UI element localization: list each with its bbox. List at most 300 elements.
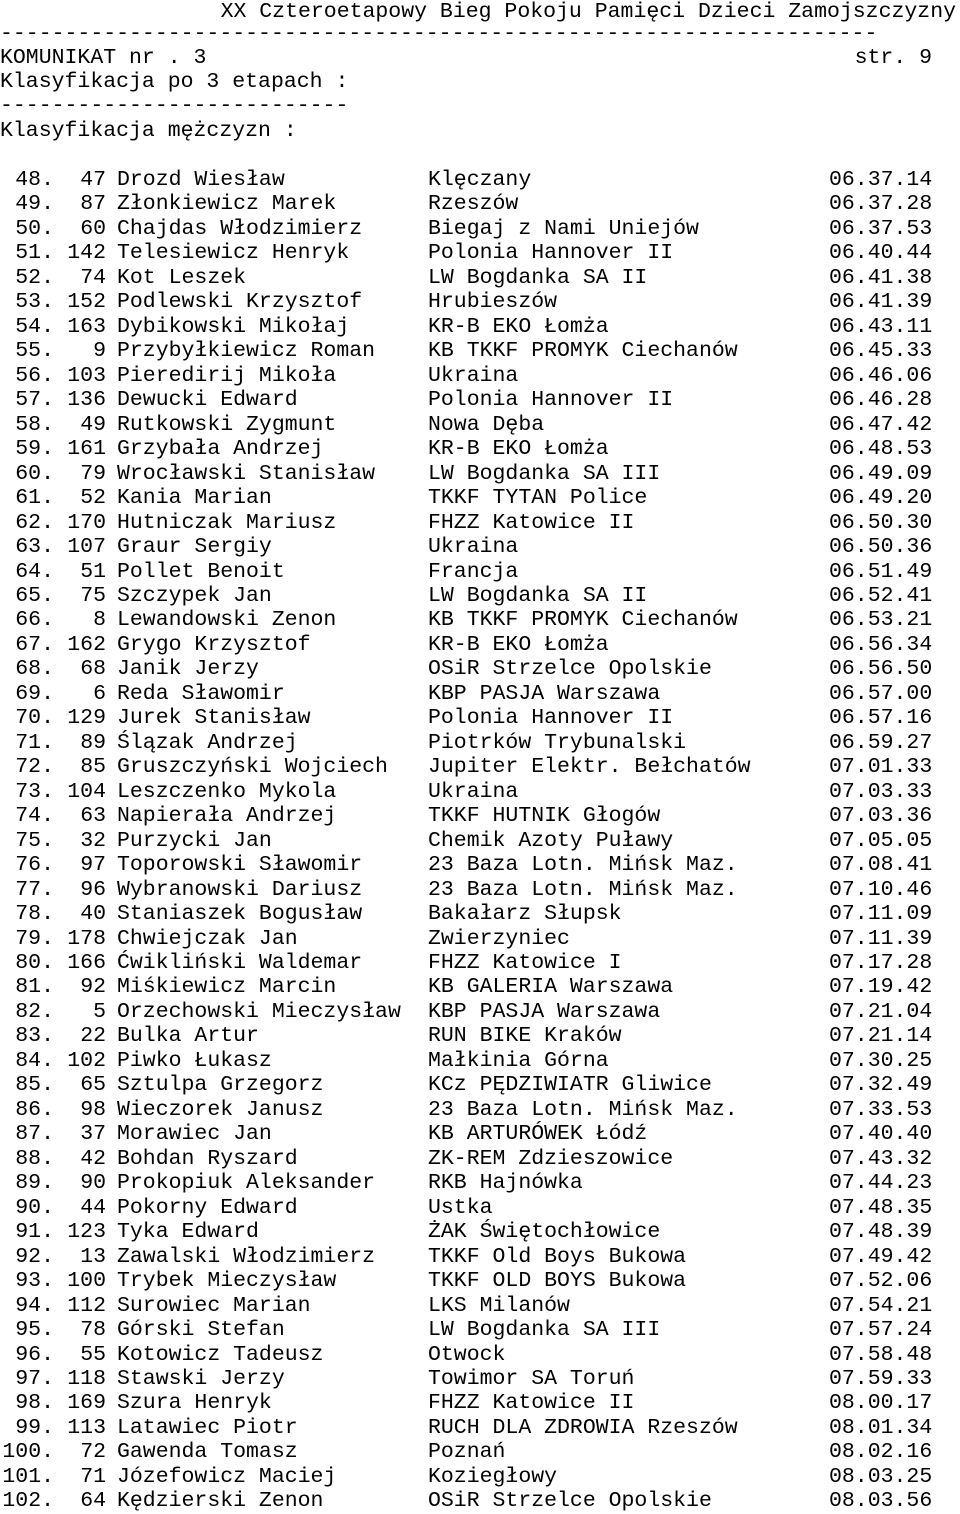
result-row <box>0 1024 960 1048</box>
result-row <box>0 780 960 804</box>
result-position: 71. <box>15 730 54 755</box>
result-club: KR-B EKO Łomża <box>428 314 609 339</box>
result-start-number: 97 <box>80 853 106 878</box>
result-runner-name: Chajdas Włodzimierz <box>117 216 363 241</box>
header-separator: -------------------------------------------------------------------- <box>0 22 878 46</box>
result-row <box>0 1367 960 1391</box>
result-position: 60. <box>15 461 54 486</box>
result-club: Bakałarz Słupsk <box>428 902 622 927</box>
result-club: Ustka <box>428 1195 493 1220</box>
result-row <box>0 902 960 926</box>
result-club: KR-B EKO Łomża <box>428 437 609 462</box>
result-row <box>0 511 960 535</box>
result-start-number: 163 <box>67 314 106 339</box>
result-row <box>0 1000 960 1024</box>
document-title: XX Czteroetapowy Bieg Pokoju Pamięci Dzieci Zamojszczyzny <box>220 0 956 24</box>
result-time: 06.46.28 <box>829 388 933 413</box>
komunikat-number: KOMUNIKAT nr . 3 <box>0 46 207 70</box>
result-runner-name: Sztulpa Grzegorz <box>117 1073 324 1098</box>
result-start-number: 107 <box>67 535 106 560</box>
result-time: 07.10.46 <box>829 877 933 902</box>
result-runner-name: Złonkiewicz Marek <box>117 192 337 217</box>
result-position: 65. <box>15 583 54 608</box>
result-row <box>0 633 960 657</box>
result-runner-name: Górski Stefan <box>117 1318 285 1343</box>
result-runner-name: Pieredirij Mikoła <box>117 363 337 388</box>
result-row <box>0 951 960 975</box>
result-runner-name: Gruszczyński Wojciech <box>117 755 388 780</box>
result-club: Hrubieszów <box>428 290 558 315</box>
result-row <box>0 657 960 681</box>
result-row <box>0 1049 960 1073</box>
result-position: 83. <box>15 1024 54 1049</box>
result-row <box>0 437 960 461</box>
result-runner-name: Orzechowski Mieczysław <box>117 999 401 1024</box>
result-row <box>0 315 960 339</box>
result-start-number: 89 <box>80 730 106 755</box>
result-runner-name: Rutkowski Zygmunt <box>117 412 337 437</box>
result-club: Towimor SA Toruń <box>428 1366 635 1391</box>
result-club: TKKF Old Boys Bukowa <box>428 1244 687 1269</box>
result-position: 95. <box>15 1318 54 1343</box>
result-club: Ukraina <box>428 535 519 560</box>
result-start-number: 47 <box>80 168 106 192</box>
result-row <box>0 878 960 902</box>
result-club: Biegaj z Nami Uniejów <box>428 216 699 241</box>
result-row <box>0 682 960 706</box>
result-start-number: 112 <box>67 1293 106 1318</box>
result-club: TKKF HUTNIK Głogów <box>428 804 661 829</box>
result-row <box>0 975 960 999</box>
result-club: Ukraina <box>428 779 519 804</box>
result-runner-name: Latawiec Piotr <box>117 1415 298 1440</box>
result-time: 06.52.41 <box>829 583 933 608</box>
result-row <box>0 168 960 192</box>
result-runner-name: Wrocławski Stanisław <box>117 461 376 486</box>
result-club: RUN BIKE Kraków <box>428 1024 622 1049</box>
result-runner-name: Morawiec Jan <box>117 1122 272 1147</box>
result-time: 07.49.42 <box>829 1244 933 1269</box>
result-position: 61. <box>15 486 54 511</box>
result-position: 94. <box>15 1293 54 1318</box>
result-row <box>0 560 960 584</box>
result-start-number: 100 <box>67 1269 106 1294</box>
result-start-number: 102 <box>67 1048 106 1073</box>
result-runner-name: Hutniczak Mariusz <box>117 510 337 535</box>
result-time: 06.50.30 <box>829 510 933 535</box>
result-position: 74. <box>15 804 54 829</box>
result-row <box>0 1147 960 1171</box>
result-position: 90. <box>15 1195 54 1220</box>
result-runner-name: Chwiejczak Jan <box>117 926 298 951</box>
result-club: Piotrków Trybunalski <box>428 730 687 755</box>
result-position: 58. <box>15 412 54 437</box>
result-row <box>0 706 960 730</box>
result-time: 07.01.33 <box>829 755 933 780</box>
result-runner-name: Leszczenko Mykola <box>117 779 337 804</box>
result-position: 55. <box>15 339 54 364</box>
result-runner-name: Drozd Wiesław <box>117 168 285 192</box>
result-position: 80. <box>15 951 54 975</box>
result-start-number: 74 <box>80 265 106 290</box>
result-time: 06.41.38 <box>829 265 933 290</box>
result-club: KR-B EKO Łomża <box>428 632 609 657</box>
result-time: 06.43.11 <box>829 314 933 339</box>
result-club: ZK-REM Zdzieszowice <box>428 1146 674 1171</box>
result-time: 07.58.48 <box>829 1342 933 1367</box>
result-runner-name: Jurek Stanisław <box>117 706 311 731</box>
result-start-number: 166 <box>67 951 106 975</box>
result-start-number: 72 <box>80 1440 106 1465</box>
result-time: 07.03.33 <box>829 779 933 804</box>
result-runner-name: Trybek Mieczysław <box>117 1269 337 1294</box>
result-position: 64. <box>15 559 54 584</box>
result-runner-name: Piwko Łukasz <box>117 1048 272 1073</box>
result-row <box>0 192 960 216</box>
result-runner-name: Gawenda Tomasz <box>117 1440 298 1465</box>
result-row <box>0 413 960 437</box>
result-club: Małkinia Górna <box>428 1048 609 1073</box>
result-club: Polonia Hannover II <box>428 241 674 266</box>
result-position: 62. <box>15 510 54 535</box>
result-position: 63. <box>15 535 54 560</box>
result-time: 06.50.36 <box>829 535 933 560</box>
result-start-number: 118 <box>67 1366 106 1391</box>
result-position: 69. <box>15 681 54 706</box>
result-club: Jupiter Elektr. Bełchatów <box>428 755 751 780</box>
page-number: str. 9 <box>854 46 932 70</box>
result-time: 07.33.53 <box>829 1097 933 1122</box>
result-row <box>0 364 960 388</box>
result-time: 06.59.27 <box>829 730 933 755</box>
result-row <box>0 1343 960 1367</box>
result-row <box>0 1465 960 1489</box>
result-start-number: 44 <box>80 1195 106 1220</box>
result-runner-name: Kotowicz Tadeusz <box>117 1342 324 1367</box>
result-row <box>0 755 960 779</box>
result-runner-name: Wybranowski Dariusz <box>117 877 363 902</box>
result-row <box>0 829 960 853</box>
result-runner-name: Tyka Edward <box>117 1220 259 1245</box>
result-time: 07.11.09 <box>829 902 933 927</box>
result-position: 67. <box>15 632 54 657</box>
result-club: KBP PASJA Warszawa <box>428 999 661 1024</box>
result-start-number: 63 <box>80 804 106 829</box>
result-position: 91. <box>15 1220 54 1245</box>
result-start-number: 6 <box>93 681 106 706</box>
result-position: 89. <box>15 1171 54 1196</box>
result-runner-name: Lewandowski Zenon <box>117 608 337 633</box>
result-club: KB TKKF PROMYK Ciechanów <box>428 608 738 633</box>
result-start-number: 136 <box>67 388 106 413</box>
result-row <box>0 1245 960 1269</box>
result-start-number: 64 <box>80 1489 106 1514</box>
result-club: LW Bogdanka SA II <box>428 583 648 608</box>
result-position: 54. <box>15 314 54 339</box>
result-runner-name: Reda Sławomir <box>117 681 285 706</box>
result-time: 06.57.16 <box>829 706 933 731</box>
result-time: 06.46.06 <box>829 363 933 388</box>
result-row <box>0 1416 960 1440</box>
result-position: 48. <box>15 168 54 192</box>
result-runner-name: Telesiewicz Henryk <box>117 241 350 266</box>
result-start-number: 170 <box>67 510 106 535</box>
result-start-number: 103 <box>67 363 106 388</box>
result-position: 100. <box>2 1440 54 1465</box>
classification-subtitle: Klasyfikacja po 3 etapach : <box>0 70 349 94</box>
result-time: 08.03.56 <box>829 1489 933 1514</box>
result-row <box>0 266 960 290</box>
result-club: KB GALERIA Warszawa <box>428 975 674 1000</box>
result-row <box>0 535 960 559</box>
result-row <box>0 1318 960 1342</box>
result-start-number: 123 <box>67 1220 106 1245</box>
result-start-number: 96 <box>80 877 106 902</box>
result-start-number: 162 <box>67 632 106 657</box>
result-time: 07.54.21 <box>829 1293 933 1318</box>
result-row <box>0 608 960 632</box>
result-position: 98. <box>15 1391 54 1416</box>
result-start-number: 178 <box>67 926 106 951</box>
result-runner-name: Toporowski Sławomir <box>117 853 363 878</box>
result-club: KCz PĘDZIWIATR Gliwice <box>428 1073 712 1098</box>
result-start-number: 79 <box>80 461 106 486</box>
result-runner-name: Kot Leszek <box>117 265 247 290</box>
result-row <box>0 1440 960 1464</box>
result-club: Ukraina <box>428 363 519 388</box>
result-position: 81. <box>15 975 54 1000</box>
result-start-number: 42 <box>80 1146 106 1171</box>
result-time: 08.02.16 <box>829 1440 933 1465</box>
result-position: 72. <box>15 755 54 780</box>
result-start-number: 161 <box>67 437 106 462</box>
result-runner-name: Bulka Artur <box>117 1024 259 1049</box>
category-heading: Klasyfikacja mężczyzn : <box>0 119 297 143</box>
result-club: FHZZ Katowice I <box>428 951 622 975</box>
result-club: Otwock <box>428 1342 506 1367</box>
result-start-number: 78 <box>80 1318 106 1343</box>
result-position: 52. <box>15 265 54 290</box>
result-club: FHZZ Katowice II <box>428 510 635 535</box>
result-start-number: 51 <box>80 559 106 584</box>
result-time: 07.17.28 <box>829 951 933 975</box>
result-club: Rzeszów <box>428 192 519 217</box>
result-runner-name: Ślązak Andrzej <box>117 730 298 755</box>
result-start-number: 152 <box>67 290 106 315</box>
result-time: 07.48.39 <box>829 1220 933 1245</box>
result-time: 06.40.44 <box>829 241 933 266</box>
result-row <box>0 217 960 241</box>
result-time: 06.47.42 <box>829 412 933 437</box>
result-runner-name: Dewucki Edward <box>117 388 298 413</box>
result-row <box>0 731 960 755</box>
result-time: 06.49.20 <box>829 486 933 511</box>
result-time: 07.11.39 <box>829 926 933 951</box>
result-row <box>0 339 960 363</box>
result-club: Nowa Dęba <box>428 412 545 437</box>
result-row <box>0 462 960 486</box>
result-start-number: 65 <box>80 1073 106 1098</box>
result-runner-name: Prokopiuk Aleksander <box>117 1171 376 1196</box>
result-time: 06.41.39 <box>829 290 933 315</box>
result-club: KB ARTURÓWEK Łódź <box>428 1122 648 1147</box>
result-club: Polonia Hannover II <box>428 706 674 731</box>
result-time: 06.56.34 <box>829 632 933 657</box>
result-row <box>0 1269 960 1293</box>
result-row <box>0 1171 960 1195</box>
result-start-number: 98 <box>80 1097 106 1122</box>
result-position: 53. <box>15 290 54 315</box>
result-position: 73. <box>15 779 54 804</box>
result-time: 07.30.25 <box>829 1048 933 1073</box>
result-runner-name: Surowiec Marian <box>117 1293 311 1318</box>
result-row <box>0 927 960 951</box>
result-time: 07.21.14 <box>829 1024 933 1049</box>
result-position: 82. <box>15 999 54 1024</box>
result-runner-name: Wieczorek Janusz <box>117 1097 324 1122</box>
result-time: 07.08.41 <box>829 853 933 878</box>
result-position: 59. <box>15 437 54 462</box>
result-club: 23 Baza Lotn. Mińsk Maz. <box>428 877 738 902</box>
result-time: 06.37.14 <box>829 168 933 192</box>
result-time: 07.19.42 <box>829 975 933 1000</box>
result-time: 07.40.40 <box>829 1122 933 1147</box>
result-time: 07.59.33 <box>829 1366 933 1391</box>
result-club: LW Bogdanka SA II <box>428 265 648 290</box>
result-time: 07.21.04 <box>829 999 933 1024</box>
result-start-number: 71 <box>80 1464 106 1489</box>
result-runner-name: Kędzierski Zenon <box>117 1489 324 1514</box>
result-position: 79. <box>15 926 54 951</box>
result-row <box>0 1294 960 1318</box>
result-start-number: 55 <box>80 1342 106 1367</box>
result-runner-name: Stawski Jerzy <box>117 1366 285 1391</box>
result-time: 07.48.35 <box>829 1195 933 1220</box>
result-club: Zwierzyniec <box>428 926 570 951</box>
result-time: 07.05.05 <box>829 828 933 853</box>
result-runner-name: Dybikowski Mikołaj <box>117 314 350 339</box>
result-row <box>0 290 960 314</box>
result-runner-name: Kania Marian <box>117 486 272 511</box>
result-club: Koziegłowy <box>428 1464 558 1489</box>
result-position: 76. <box>15 853 54 878</box>
result-club: 23 Baza Lotn. Mińsk Maz. <box>428 1097 738 1122</box>
result-row <box>0 853 960 877</box>
result-time: 08.01.34 <box>829 1415 933 1440</box>
result-runner-name: Szura Henryk <box>117 1391 272 1416</box>
result-position: 75. <box>15 828 54 853</box>
result-start-number: 113 <box>67 1415 106 1440</box>
result-position: 85. <box>15 1073 54 1098</box>
result-position: 77. <box>15 877 54 902</box>
result-time: 06.37.28 <box>829 192 933 217</box>
result-time: 06.56.50 <box>829 657 933 682</box>
result-position: 57. <box>15 388 54 413</box>
result-start-number: 5 <box>93 999 106 1024</box>
result-start-number: 68 <box>80 657 106 682</box>
result-start-number: 32 <box>80 828 106 853</box>
result-runner-name: Zawalski Włodzimierz <box>117 1244 376 1269</box>
result-time: 06.37.53 <box>829 216 933 241</box>
result-club: Polonia Hannover II <box>428 388 674 413</box>
result-runner-name: Józefowicz Maciej <box>117 1464 337 1489</box>
result-runner-name: Bohdan Ryszard <box>117 1146 298 1171</box>
result-club: KB TKKF PROMYK Ciechanów <box>428 339 738 364</box>
result-runner-name: Ćwikliński Waldemar <box>117 951 363 975</box>
result-row <box>0 1220 960 1244</box>
result-time: 07.43.32 <box>829 1146 933 1171</box>
result-position: 66. <box>15 608 54 633</box>
result-runner-name: Graur Sergiy <box>117 535 272 560</box>
result-club: ŻAK Świętochłowice <box>428 1220 661 1245</box>
result-club: OSiR Strzelce Opolskie <box>428 1489 712 1514</box>
results-list <box>0 168 960 1514</box>
result-start-number: 49 <box>80 412 106 437</box>
result-club: LW Bogdanka SA III <box>428 461 661 486</box>
result-start-number: 52 <box>80 486 106 511</box>
result-runner-name: Napierała Andrzej <box>117 804 337 829</box>
result-time: 08.03.25 <box>829 1464 933 1489</box>
result-row <box>0 1098 960 1122</box>
result-runner-name: Purzycki Jan <box>117 828 272 853</box>
result-position: 87. <box>15 1122 54 1147</box>
result-runner-name: Staniaszek Bogusław <box>117 902 363 927</box>
result-row <box>0 804 960 828</box>
result-time: 06.49.09 <box>829 461 933 486</box>
result-row <box>0 1489 960 1513</box>
result-club: TKKF TYTAN Police <box>428 486 648 511</box>
result-start-number: 13 <box>80 1244 106 1269</box>
result-position: 51. <box>15 241 54 266</box>
result-club: RUCH DLA ZDROWIA Rzeszów <box>428 1415 738 1440</box>
result-position: 101. <box>2 1464 54 1489</box>
result-time: 06.51.49 <box>829 559 933 584</box>
result-start-number: 90 <box>80 1171 106 1196</box>
result-runner-name: Pokorny Edward <box>117 1195 298 1220</box>
result-runner-name: Janik Jerzy <box>117 657 259 682</box>
result-club: OSiR Strzelce Opolskie <box>428 657 712 682</box>
result-time: 07.32.49 <box>829 1073 933 1098</box>
result-position: 92. <box>15 1244 54 1269</box>
result-position: 49. <box>15 192 54 217</box>
result-time: 06.45.33 <box>829 339 933 364</box>
result-row <box>0 1073 960 1097</box>
result-position: 56. <box>15 363 54 388</box>
result-position: 70. <box>15 706 54 731</box>
result-time: 07.52.06 <box>829 1269 933 1294</box>
result-row <box>0 1391 960 1415</box>
result-position: 86. <box>15 1097 54 1122</box>
result-start-number: 92 <box>80 975 106 1000</box>
result-club: RKB Hajnówka <box>428 1171 583 1196</box>
result-time: 06.57.00 <box>829 681 933 706</box>
result-position: 97. <box>15 1366 54 1391</box>
subtitle-separator: --------------------------- <box>0 94 349 118</box>
result-time: 07.44.23 <box>829 1171 933 1196</box>
result-club: TKKF OLD BOYS Bukowa <box>428 1269 687 1294</box>
result-position: 96. <box>15 1342 54 1367</box>
result-start-number: 8 <box>93 608 106 633</box>
result-runner-name: Przybyłkiewicz Roman <box>117 339 376 364</box>
result-start-number: 37 <box>80 1122 106 1147</box>
result-time: 06.53.21 <box>829 608 933 633</box>
result-time: 06.48.53 <box>829 437 933 462</box>
result-club: Klęczany <box>428 168 532 192</box>
result-position: 93. <box>15 1269 54 1294</box>
result-club: Francja <box>428 559 519 584</box>
result-start-number: 169 <box>67 1391 106 1416</box>
result-club: FHZZ Katowice II <box>428 1391 635 1416</box>
